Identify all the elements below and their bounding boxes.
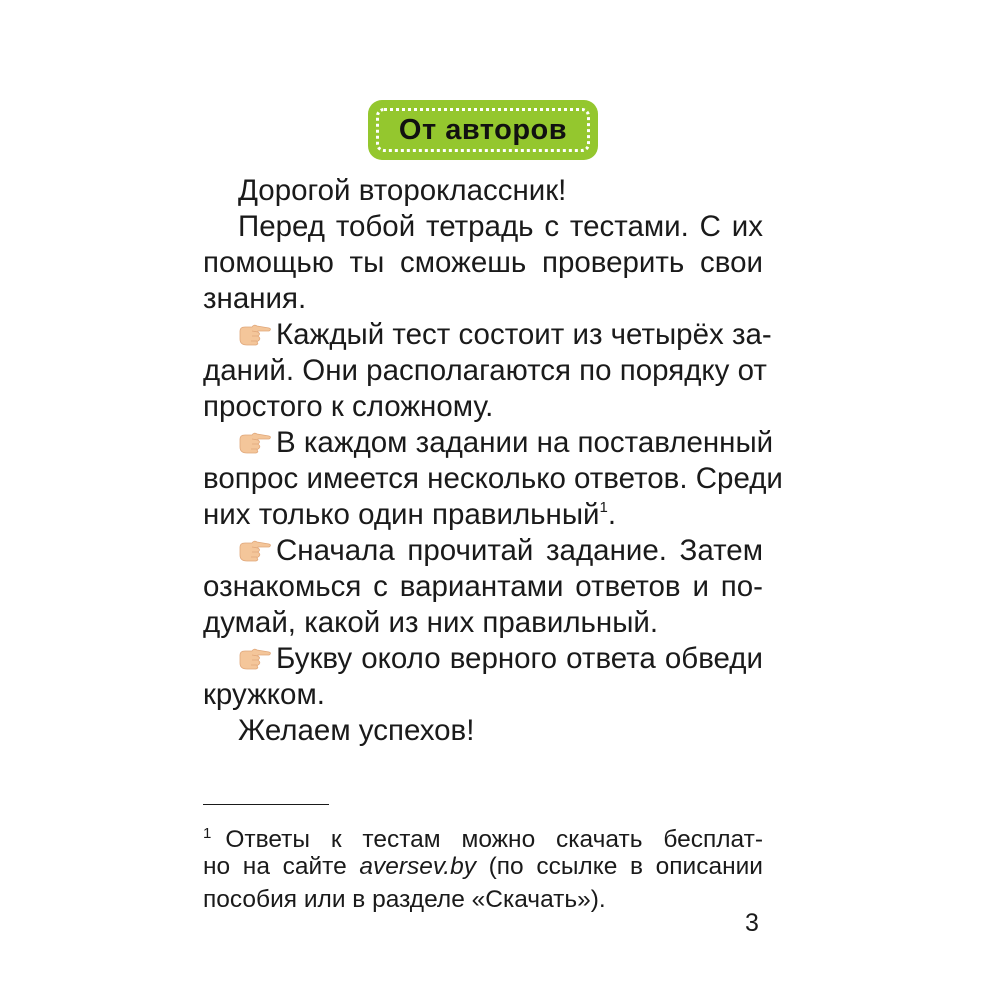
- bullet-line: [238, 533, 763, 569]
- line-text: них только один правильный: [203, 498, 600, 531]
- section-title-badge: [368, 100, 598, 160]
- line-end: .: [607, 498, 617, 531]
- page-number: 3: [745, 909, 759, 937]
- paragraph-line: даний. Они располагаются по порядку от: [203, 354, 767, 387]
- section-title: От авторов: [398, 113, 568, 146]
- footnote-text: Ответы к тестам можно скачать бесплат-: [225, 826, 763, 853]
- footnote-line: пособия или в разделе «Скачать»).: [203, 886, 606, 913]
- bullet-text: Сначала прочитай задание. Затем: [276, 534, 763, 567]
- website-name: aversev.by: [359, 853, 476, 880]
- pointing-hand-icon: [238, 647, 272, 671]
- footnote-line: [203, 850, 763, 883]
- bullet-line: [238, 425, 774, 461]
- footnote-line: [203, 817, 763, 853]
- footnote-text: но на сайте: [203, 853, 360, 880]
- paragraph-line: ознакомься с вариантами ответов и по-: [203, 570, 763, 603]
- paragraph-line: думай, какой из них правильный.: [203, 606, 659, 639]
- footnote-mark: 1: [203, 825, 212, 842]
- bullet-line: [238, 641, 763, 677]
- paragraph-line: вопрос имеется несколько ответов. Среди: [203, 462, 783, 495]
- pointing-hand-icon: [238, 323, 272, 347]
- pointing-hand-icon: [238, 431, 272, 455]
- paragraph-line: кружком.: [203, 678, 325, 711]
- paragraph-line: знания.: [203, 282, 307, 315]
- bullet-text: В каждом задании на поставленный: [276, 426, 774, 459]
- footnote-reference: 1: [599, 499, 608, 516]
- footnote-divider: [203, 804, 329, 805]
- paragraph-line: простого к сложному.: [203, 390, 494, 423]
- footnote-text: (по ссылке в описании: [476, 853, 763, 880]
- bullet-text: Букву около верного ответа обведи: [276, 642, 763, 675]
- bullet-text: Каждый тест состоит из четырёх за-: [276, 318, 772, 351]
- paragraph-line: помощью ты сможешь проверить свои: [203, 246, 763, 279]
- bullet-line: [238, 317, 772, 353]
- greeting: Дорогой второклассник!: [238, 174, 567, 207]
- paragraph-line: [203, 497, 763, 533]
- paragraph-line: Перед тобой тетрадь с тестами. С их: [238, 210, 763, 243]
- pointing-hand-icon: [238, 539, 272, 563]
- closing-line: Желаем успехов!: [238, 714, 475, 747]
